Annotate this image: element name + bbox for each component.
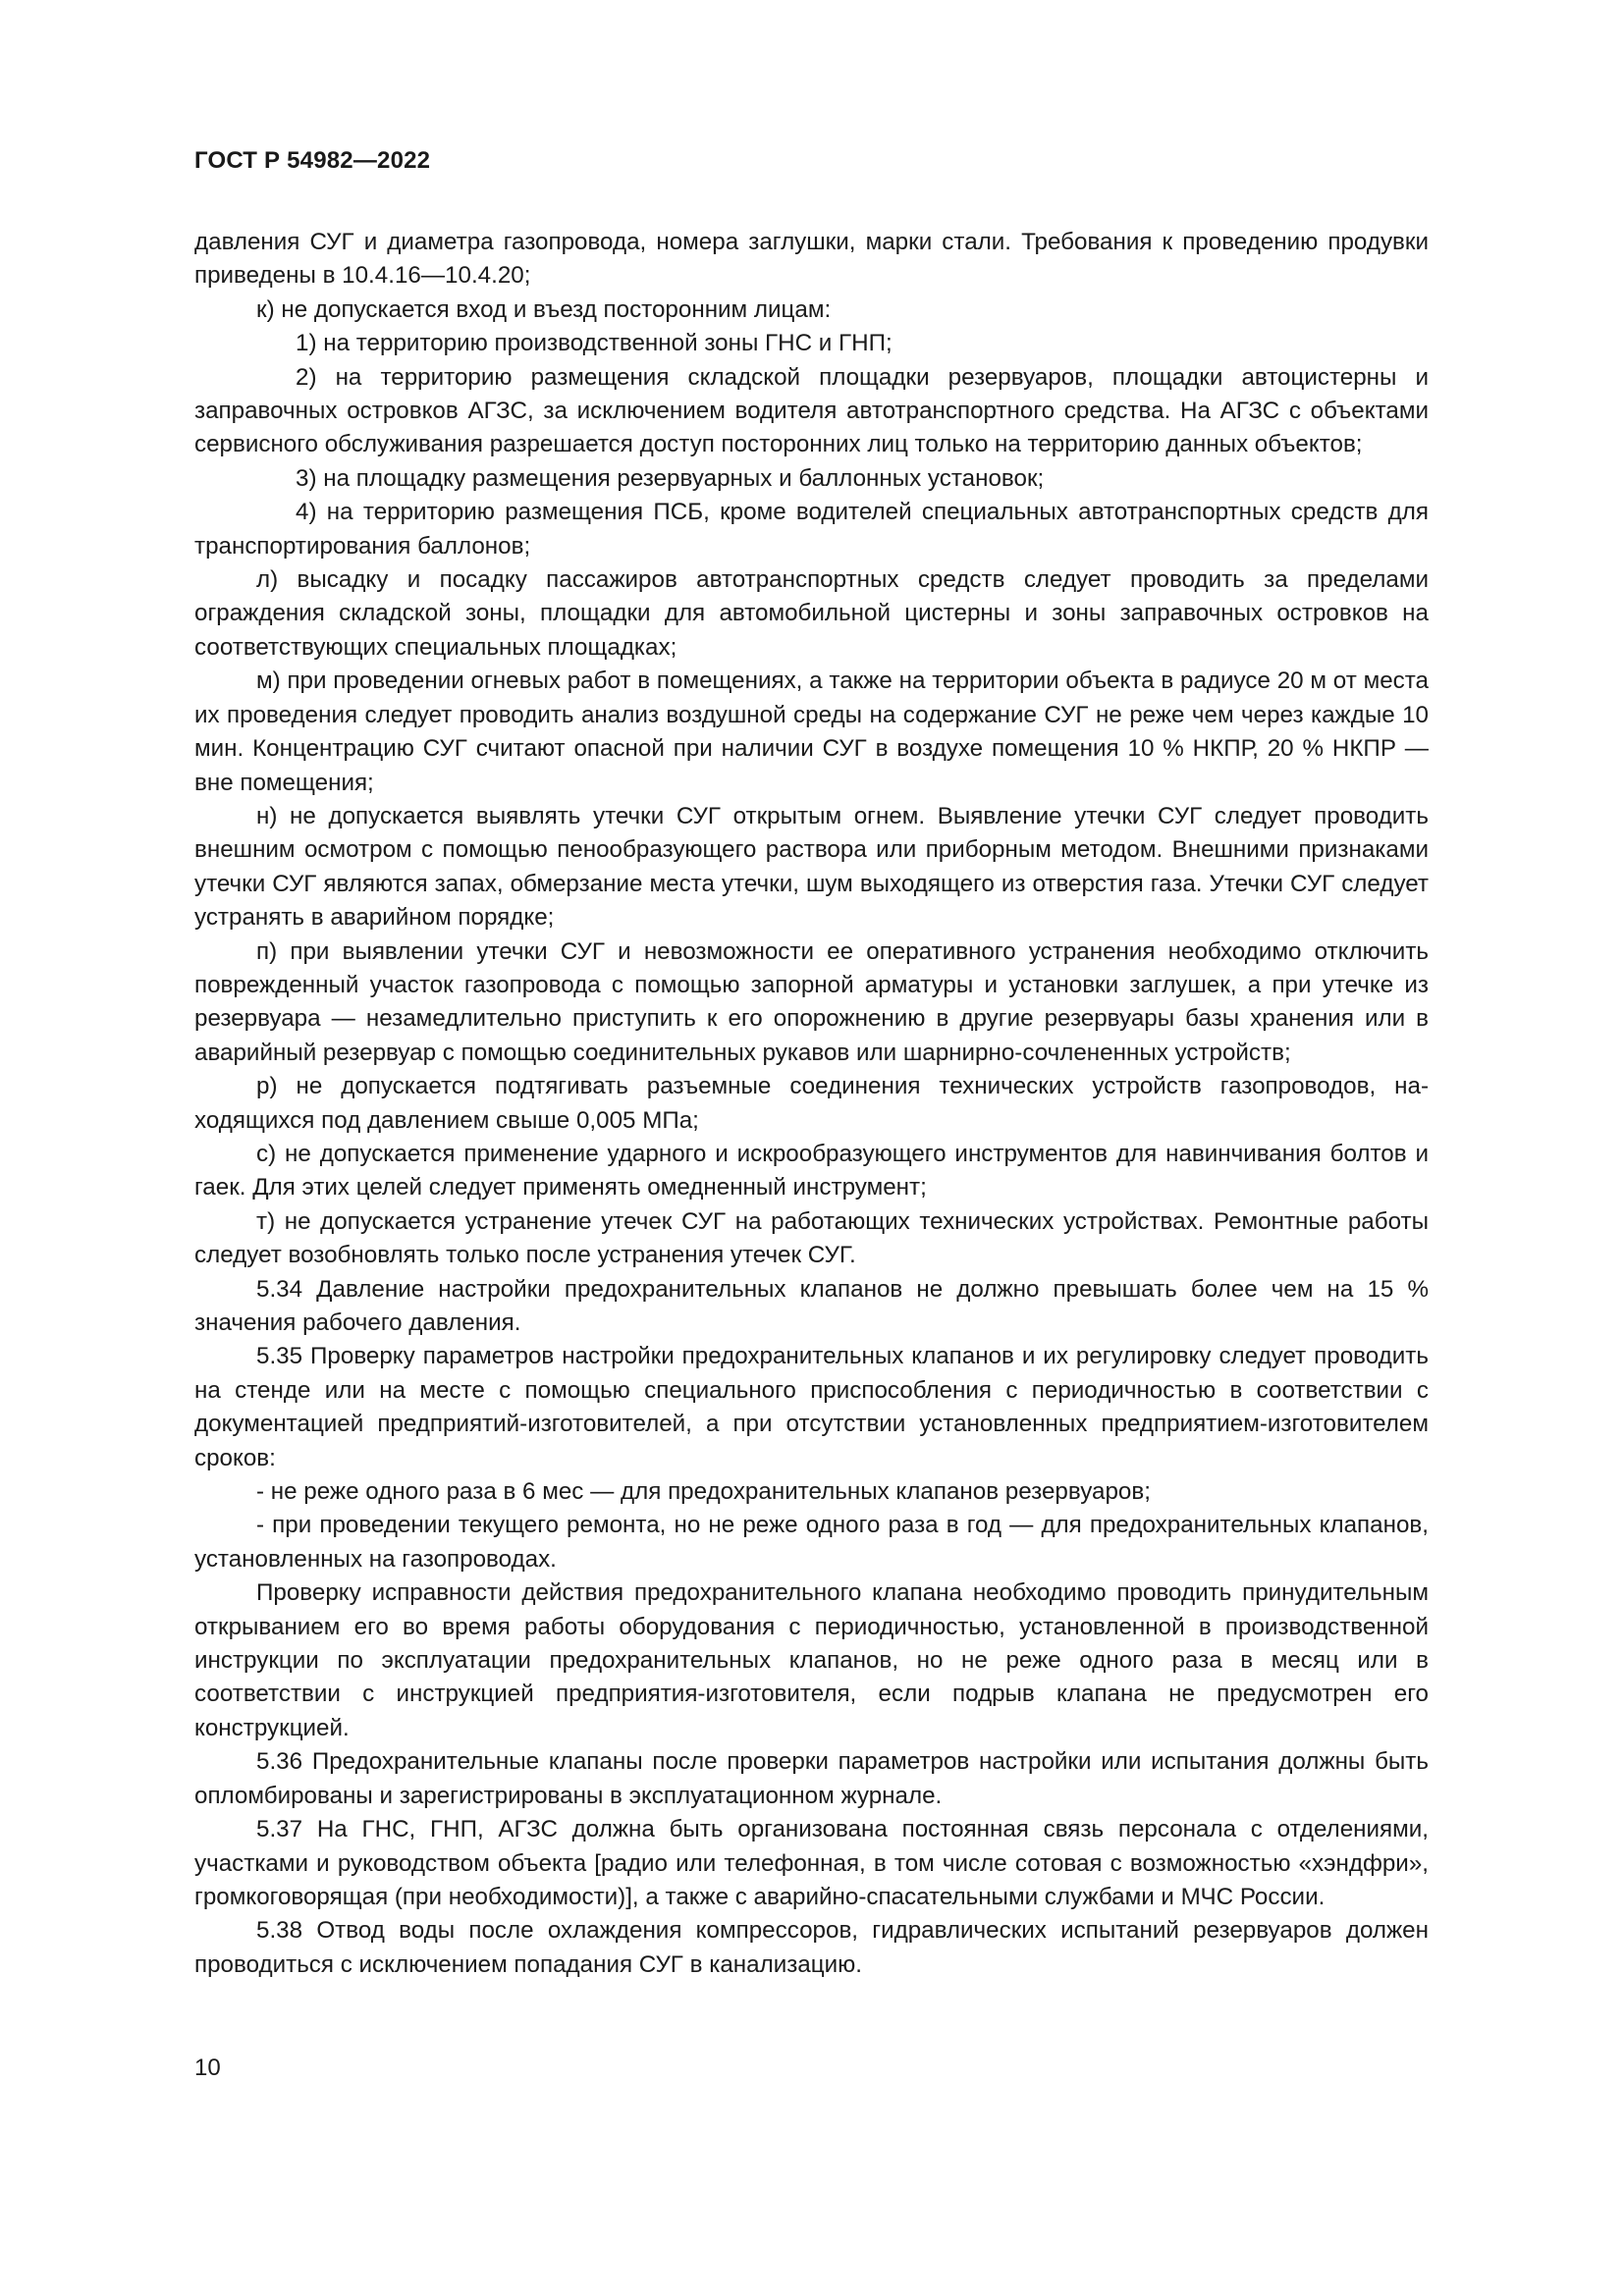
paragraph-item-m: м) при проведении огневых работ в помещениях, а также на территории объекта в радиусе 20 м от места их проведения следует проводить анализ воздушной среды на содержание СУГ не реже чем через каждые 10 мин. Концентрацию СУГ считают опасной при наличии СУГ в воздухе помещения 10 % НКПР, 20 % НКПР — вне помещения; xyxy=(194,667,1429,796)
document-body xyxy=(194,226,1429,1982)
paragraph-clause-5-36: 5.36 Предохранительные клапаны после проверки параметров настройки или испытания должны быть опломбированы и зарегистрированы в эксплуатационном журнале. xyxy=(194,1748,1429,1809)
paragraph-item-t: т) не допускается устранение утечек СУГ на работающих технических устройствах. Ремонтные работы следует возобновлять только после устранения утечек СУГ. xyxy=(194,1207,1429,1269)
paragraph-dash-item-2: - при проведении текущего ремонта, но не реже одного раза в год — для предохранительных клапанов, установленных на газопроводах. xyxy=(194,1512,1429,1573)
paragraph-item-p: п) при выявлении утечки СУГ и невозможности ее оперативного устранения необходимо отключить поврежденный участок газопровода с помощью запорной арматуры и установки заглушек, а при утечке из резервуара — незамедлительно приступить к его опорожнению в другие резервуары базы хранения или в аварийный резервуар с помощью соединительных рукавов или шарнирно-сочлененных устройств; xyxy=(194,937,1429,1066)
paragraph-valve-check: Проверку исправности действия предохранительного клапана необходимо проводить принудительным открыванием его во время работы оборудования с периодичностью, установленной в производственной инструкции по эксплуатации предохранительных клапанов, но не реже одного раза в месяц или в соответствии с инструкцией предприятия-изготовителя, если подрыв клапана не предусмотрен его конструкцией. xyxy=(194,1579,1429,1741)
paragraph-clause-5-38: 5.38 Отвод воды после охлаждения компрессоров, гидравлических испытаний резервуаров должен проводиться с исключением попадания СУГ в канализацию. xyxy=(194,1917,1429,1978)
paragraph-item-n: н) не допускается выявлять утечки СУГ открытым огнем. Выявление утечки СУГ следует проводить внешним осмотром с помощью пенообразующего раствора или приборным методом. Внешними признаками утечки СУГ являются запах, обмерзание места утечки, шум выходящего из отверстия газа. Утечки СУГ следует устранять в аварийном порядке; xyxy=(194,802,1429,932)
paragraph-subitem-2: 2) на территорию размещения складской площадки резервуаров, площадки автоцистерны и заправочных островков АГЗС, за исключением водителя автотранспортного средства. На АГЗС с объектами сервисного обслуживания разрешается доступ посторонних лиц только на территорию данных объектов; xyxy=(194,363,1429,458)
paragraph-clause-5-34: 5.34 Давление настройки предохранительных клапанов не должно превышать более чем на 15 % значения рабочего давления. xyxy=(194,1275,1429,1336)
paragraph-subitem-4: 4) на территорию размещения ПСБ, кроме водителей специальных автотранспортных средств для транспортирования баллонов; xyxy=(194,499,1429,560)
document-code-header: ГОСТ Р 54982—2022 xyxy=(194,147,431,174)
paragraph-subitem-1: 1) на территорию производственной зоны ГНС и ГНП; xyxy=(296,330,893,357)
paragraph-item-l: л) высадку и посадку пассажиров автотранспортных средств следует проводить за пределами ограждения складской зоны, площадки для автомобильной цистерны и зоны заправочных островков на соответствующих специальных площадках; xyxy=(194,566,1429,661)
paragraph-clause-5-35: 5.35 Проверку параметров настройки предохранительных клапанов и их регулировку следует проводить на стенде или на месте с помощью специального приспособления с периодичностью в соответствии с документацией предприятий-изготовителей, а при отсутствии установленных предприятием-изготовителем сроков: xyxy=(194,1343,1429,1471)
paragraph-item-r: р) не допускается подтягивать разъемные соединения технических устройств газопроводов, находящихся под давлением свыше 0,005 МПа; xyxy=(194,1073,1429,1134)
paragraph-item-s: с) не допускается применение ударного и искрообразующего инструментов для навинчивания болтов и гаек. Для этих целей следует применять омедненный инструмент; xyxy=(194,1140,1429,1201)
paragraph-subitem-3: 3) на площадку размещения резервуарных и баллонных установок; xyxy=(296,464,1045,492)
page-number: 10 xyxy=(194,2055,221,2081)
paragraph-continuation: давления СУГ и диаметра газопровода, номера заглушки, марки стали. Требования к проведению продувки приведены в 10.4.16—10.4.20; xyxy=(194,229,1429,290)
paragraph-clause-5-37: 5.37 На ГНС, ГНП, АГЗС должна быть организована постоянная связь персонала с отделениями, участками и руководством объекта [радио или телефонная, в том числе сотовая с возможностью «хэндфри», громкоговорящая (при необходимости)], а также с аварийно-спасательными службами и МЧС России. xyxy=(194,1816,1429,1910)
paragraph-item-k: к) не допускается вход и въезд посторонним лицам: xyxy=(256,295,832,323)
paragraph-dash-item-1: - не реже одного раза в 6 мес — для предохранительных клапанов резервуаров; xyxy=(256,1478,1151,1506)
